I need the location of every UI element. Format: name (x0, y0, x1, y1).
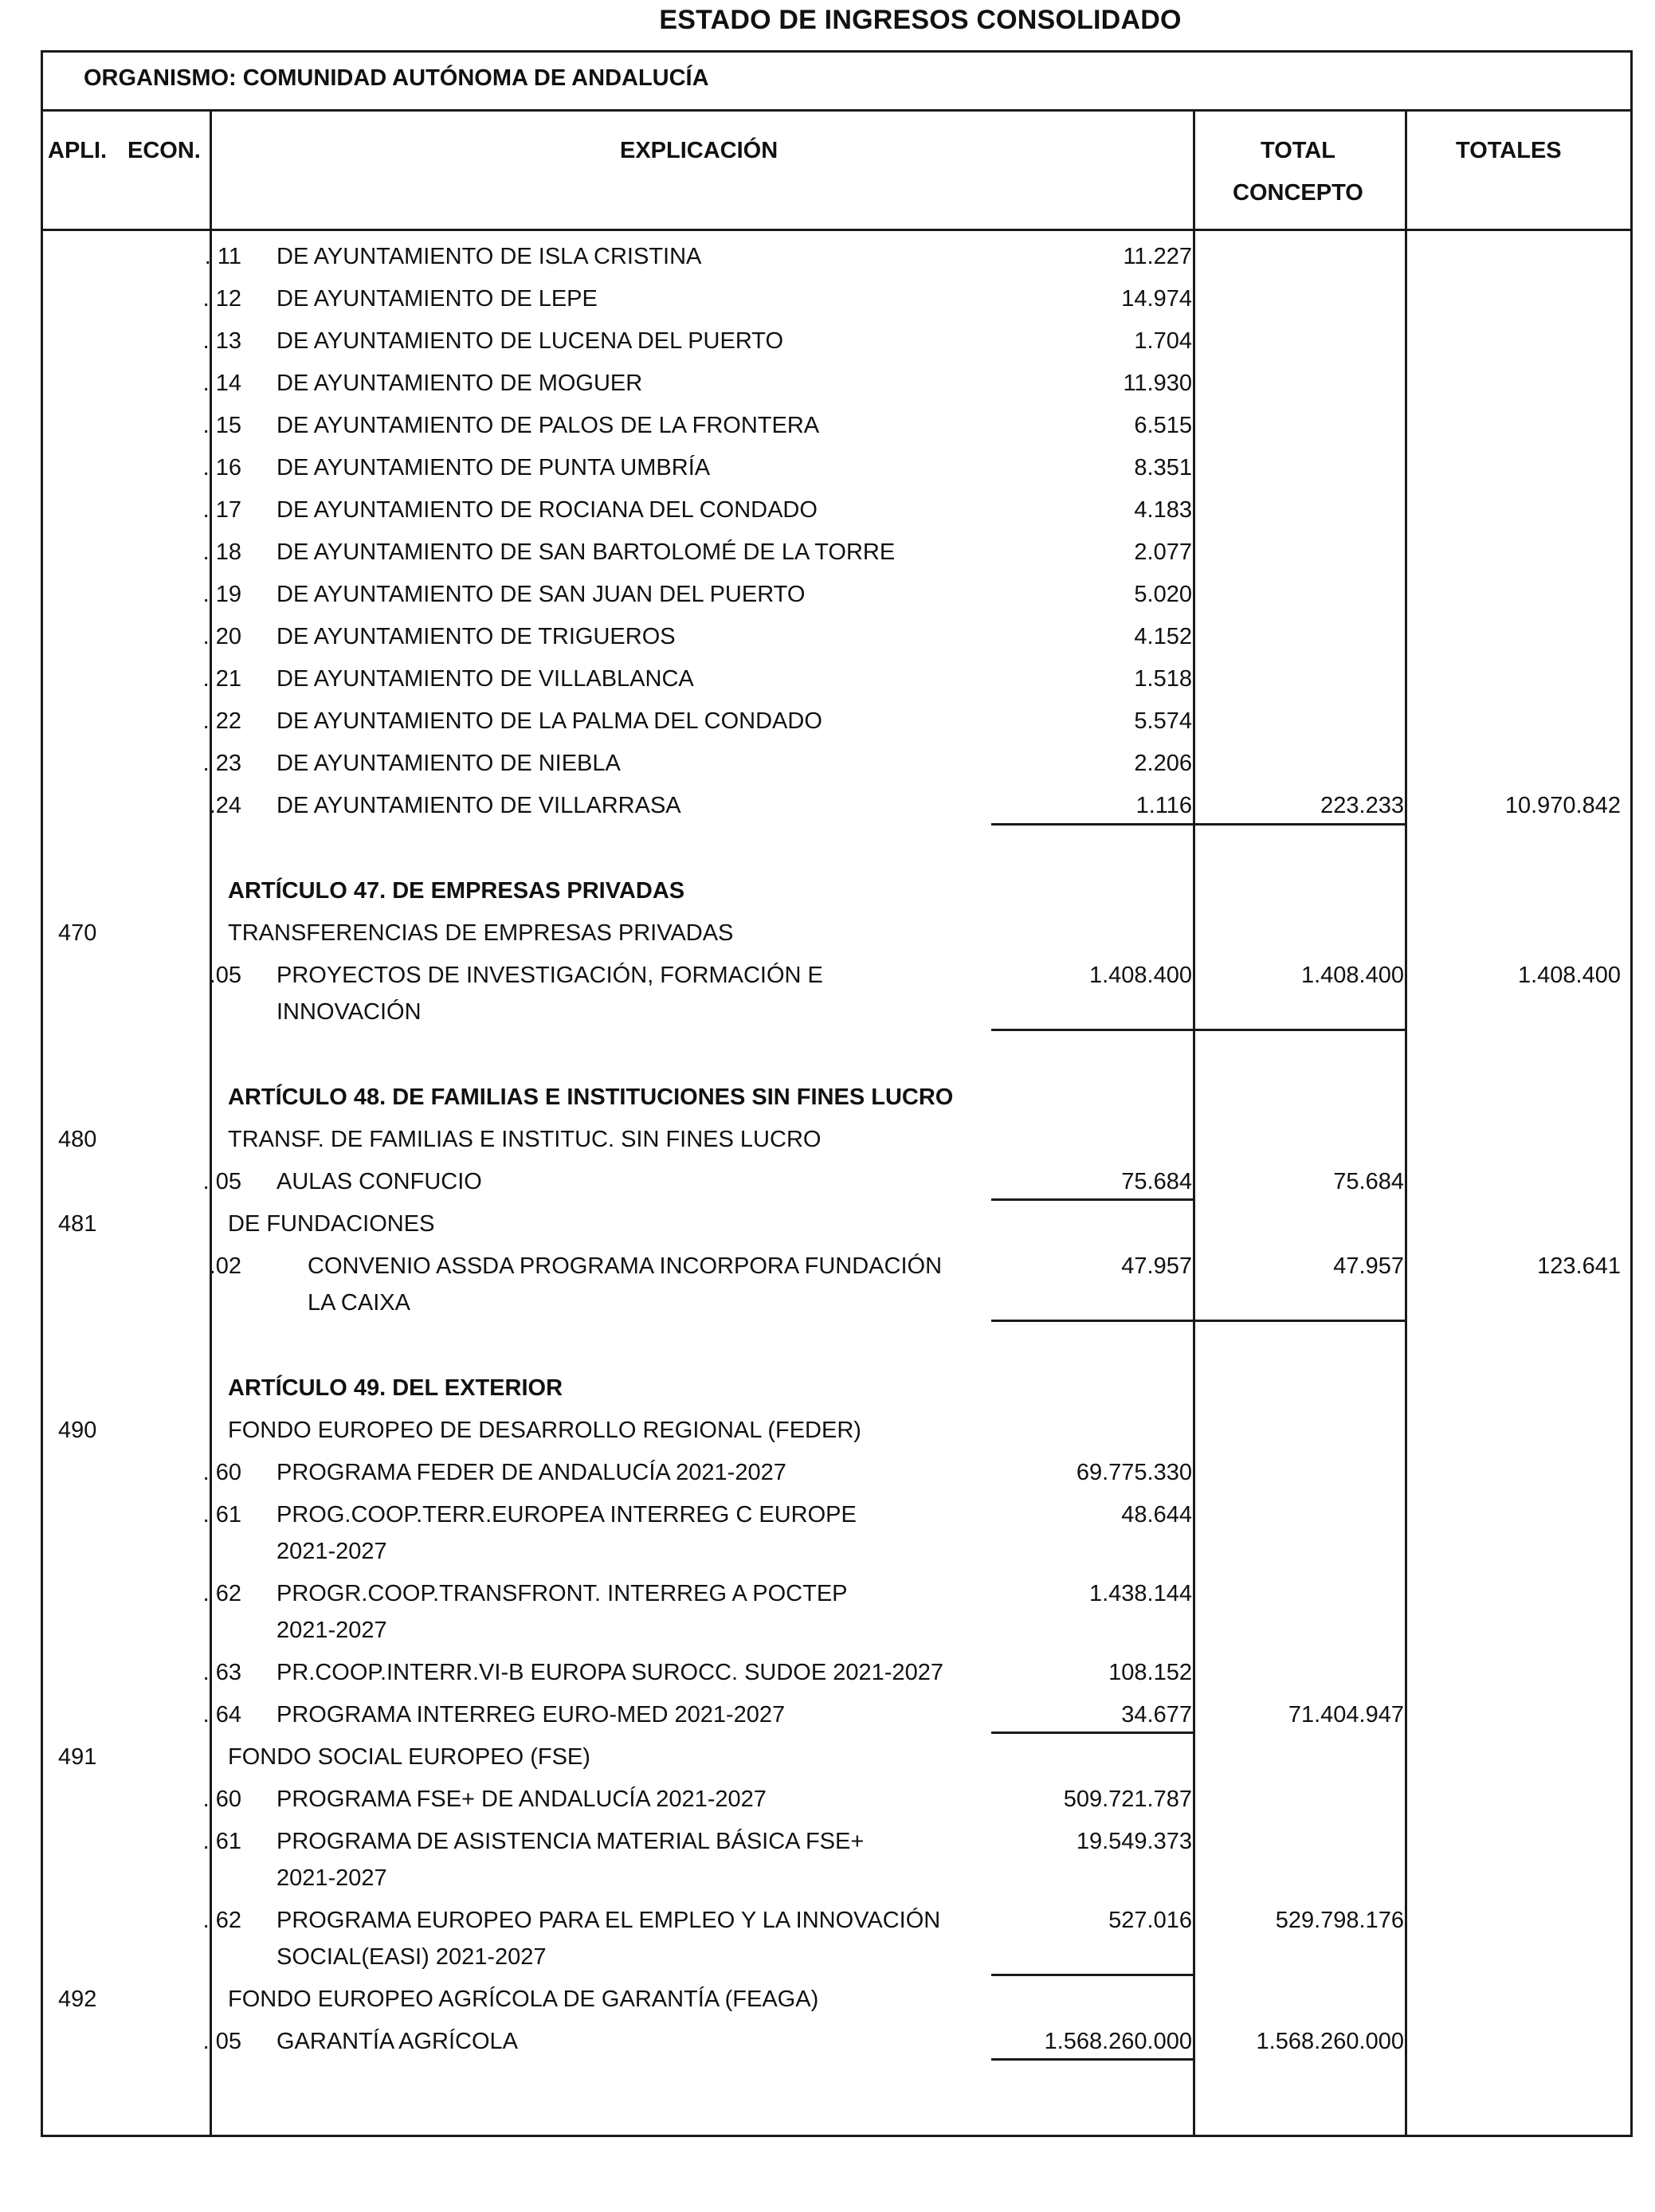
econ-code: . 13 (202, 328, 241, 354)
econ-code: . 14 (202, 371, 241, 396)
article-title: ARTÍCULO 47. DE EMPRESAS PRIVADAS (228, 878, 685, 904)
column-divider (1193, 109, 1195, 2137)
row-description: FONDO EUROPEO DE DESARROLLO REGIONAL (FEDER) (228, 1418, 861, 1443)
row-amount: 14.974 (1121, 286, 1192, 312)
subtotal-rule (991, 2058, 1195, 2061)
row-description: PROGRAMA FEDER DE ANDALUCÍA 2021-2027 (276, 1460, 786, 1485)
row-amount: 2.077 (1134, 539, 1192, 565)
row-description: PROGRAMA INTERREG EURO-MED 2021-2027 (276, 1702, 786, 1728)
row-amount: 1.408.400 (1088, 963, 1192, 988)
total-concepto-value: 47.957 (1333, 1253, 1404, 1279)
row-amount: 5.020 (1134, 582, 1192, 607)
totales-value: 10.970.842 (1504, 793, 1621, 818)
column-divider (1405, 109, 1407, 2137)
row-description: SOCIAL(EASI) 2021-2027 (276, 1944, 547, 1970)
row-description: PR.COOP.INTERR.VI-B EUROPA SUROCC. SUDOE 2021-2027 (276, 1660, 943, 1685)
header-explicacion: EXPLICACIÓN (620, 138, 778, 163)
econ-code: . 20 (202, 624, 241, 649)
row-amount: 108.152 (1108, 1660, 1192, 1685)
econ-code: . 64 (202, 1702, 241, 1728)
header-totales: TOTALES (1456, 138, 1562, 163)
subtotal-rule (991, 1320, 1407, 1322)
total-concepto-value: 529.798.176 (1275, 1908, 1404, 1933)
row-description: TRANSFERENCIAS DE EMPRESAS PRIVADAS (228, 920, 734, 946)
econ-code: . 19 (202, 582, 241, 607)
econ-code: . 60 (202, 1786, 241, 1812)
header-econ: ECON. (127, 138, 201, 163)
row-description: PROGRAMA EUROPEO PARA EL EMPLEO Y LA INNOVACIÓN (276, 1908, 941, 1933)
econ-code: . 05 (202, 2029, 241, 2054)
apli-code: 470 (58, 920, 97, 946)
total-concepto-value: 1.408.400 (1300, 963, 1404, 988)
econ-code: . 11 (204, 244, 241, 269)
article-title: ARTÍCULO 49. DEL EXTERIOR (228, 1375, 563, 1401)
total-concepto-value: 71.404.947 (1288, 1702, 1404, 1728)
totales-value: 1.408.400 (1517, 963, 1621, 988)
row-amount: 69.775.330 (1076, 1460, 1192, 1485)
subtotal-rule (991, 1198, 1195, 1201)
row-description: 2021-2027 (276, 1539, 387, 1564)
econ-code: . 17 (202, 497, 241, 523)
row-amount: 48.644 (1121, 1502, 1192, 1528)
row-description: AULAS CONFUCIO (276, 1169, 482, 1194)
row-description: INNOVACIÓN (276, 999, 422, 1025)
row-amount: 1.568.260.000 (1044, 2029, 1192, 2054)
row-description: 2021-2027 (276, 1865, 387, 1891)
divider (41, 109, 1633, 112)
article-title: ARTÍCULO 48. DE FAMILIAS E INSTITUCIONES SIN FINES LUCRO (228, 1084, 954, 1110)
row-amount: 6.515 (1134, 413, 1192, 438)
row-amount: 1.518 (1134, 666, 1192, 692)
econ-code: .05 (209, 963, 241, 988)
row-description: FONDO SOCIAL EUROPEO (FSE) (228, 1744, 590, 1770)
row-amount: 4.183 (1134, 497, 1192, 523)
row-description: DE AYUNTAMIENTO DE LA PALMA DEL CONDADO (276, 708, 822, 734)
row-description: CONVENIO ASSDA PROGRAMA INCORPORA FUNDACIÓN (308, 1253, 943, 1279)
apli-code: 481 (58, 1211, 97, 1237)
row-description: DE FUNDACIONES (228, 1211, 435, 1237)
row-description: DE AYUNTAMIENTO DE ROCIANA DEL CONDADO (276, 497, 818, 523)
row-description: DE AYUNTAMIENTO DE VILLABLANCA (276, 666, 694, 692)
row-description: DE AYUNTAMIENTO DE SAN BARTOLOMÉ DE LA TORRE (276, 539, 896, 565)
econ-code: . 15 (202, 413, 241, 438)
econ-code: . 12 (202, 286, 241, 312)
econ-code: . 05 (202, 1169, 241, 1194)
row-amount: 34.677 (1121, 1702, 1192, 1728)
row-amount: 5.574 (1134, 708, 1192, 734)
econ-code: .02 (209, 1253, 241, 1279)
econ-code: . 61 (202, 1502, 241, 1528)
row-description: PROGRAMA FSE+ DE ANDALUCÍA 2021-2027 (276, 1786, 767, 1812)
row-description: LA CAIXA (308, 1290, 410, 1316)
row-description: DE AYUNTAMIENTO DE ISLA CRISTINA (276, 244, 702, 269)
header-total-concepto: TOTAL (1261, 138, 1335, 163)
econ-code: . 62 (202, 1908, 241, 1933)
apli-code: 491 (58, 1744, 97, 1770)
row-description: PROG.COOP.TERR.EUROPEA INTERREG C EUROPE (276, 1502, 857, 1528)
subtotal-rule (991, 1732, 1195, 1734)
row-description: DE AYUNTAMIENTO DE PALOS DE LA FRONTERA (276, 413, 820, 438)
row-amount: 4.152 (1134, 624, 1192, 649)
row-description: PROGRAMA DE ASISTENCIA MATERIAL BÁSICA FSE+ (276, 1829, 865, 1854)
row-amount: 11.227 (1123, 244, 1192, 269)
row-amount: 47.957 (1121, 1253, 1192, 1279)
econ-code: .24 (209, 793, 241, 818)
row-description: DE AYUNTAMIENTO DE TRIGUEROS (276, 624, 676, 649)
total-concepto-value: 223.233 (1320, 793, 1404, 818)
econ-code: . 18 (202, 539, 241, 565)
row-amount: 1.116 (1135, 793, 1192, 818)
econ-code: . 60 (202, 1460, 241, 1485)
header-total-concepto: CONCEPTO (1233, 180, 1363, 206)
row-amount: 11.930 (1123, 371, 1192, 396)
econ-code: . 16 (202, 455, 241, 480)
row-description: DE AYUNTAMIENTO DE NIEBLA (276, 751, 621, 776)
divider (41, 229, 1633, 231)
row-amount: 19.549.373 (1076, 1829, 1192, 1854)
row-description: DE AYUNTAMIENTO DE LEPE (276, 286, 598, 312)
econ-code: . 62 (202, 1581, 241, 1606)
row-description: FONDO EUROPEO AGRÍCOLA DE GARANTÍA (FEAGA) (228, 1986, 819, 2012)
row-amount: 509.721.787 (1063, 1786, 1192, 1812)
econ-code: . 63 (202, 1660, 241, 1685)
total-concepto-value: 75.684 (1333, 1169, 1404, 1194)
subtotal-rule (991, 1029, 1407, 1031)
total-concepto-value: 1.568.260.000 (1256, 2029, 1404, 2054)
row-description: DE AYUNTAMIENTO DE VILLARRASA (276, 793, 681, 818)
row-amount: 8.351 (1134, 455, 1192, 480)
totales-value: 123.641 (1537, 1253, 1621, 1279)
row-amount: 1.704 (1134, 328, 1192, 354)
row-amount: 75.684 (1121, 1169, 1192, 1194)
apli-code: 480 (58, 1127, 97, 1152)
row-description: GARANTÍA AGRÍCOLA (276, 2029, 518, 2054)
row-amount: 2.206 (1134, 751, 1192, 776)
row-description: DE AYUNTAMIENTO DE LUCENA DEL PUERTO (276, 328, 784, 354)
row-description: DE AYUNTAMIENTO DE PUNTA UMBRÍA (276, 455, 711, 480)
header-apli: APLI. (48, 138, 108, 163)
subtotal-rule (991, 823, 1195, 826)
econ-code: . 21 (202, 666, 241, 692)
econ-code: . 61 (202, 1829, 241, 1854)
subtotal-rule (1195, 823, 1407, 826)
apli-code: 492 (58, 1986, 97, 2012)
row-description: DE AYUNTAMIENTO DE SAN JUAN DEL PUERTO (276, 582, 806, 607)
subtotal-rule (991, 1974, 1195, 1976)
row-description: PROYECTOS DE INVESTIGACIÓN, FORMACIÓN E (276, 963, 823, 988)
econ-code: . 23 (202, 751, 241, 776)
row-amount: 1.438.144 (1088, 1581, 1192, 1606)
apli-code: 490 (58, 1418, 97, 1443)
econ-code: . 22 (202, 708, 241, 734)
page-title: ESTADO DE INGRESOS CONSOLIDADO (659, 5, 1182, 35)
row-description: 2021-2027 (276, 1618, 387, 1643)
organismo-label: ORGANISMO: COMUNIDAD AUTÓNOMA DE ANDALUCÍA (84, 65, 709, 91)
row-description: TRANSF. DE FAMILIAS E INSTITUC. SIN FINES LUCRO (228, 1127, 822, 1152)
row-description: PROGR.COOP.TRANSFRONT. INTERREG A POCTEP (276, 1581, 848, 1606)
row-amount: 527.016 (1108, 1908, 1192, 1933)
row-description: DE AYUNTAMIENTO DE MOGUER (276, 371, 643, 396)
